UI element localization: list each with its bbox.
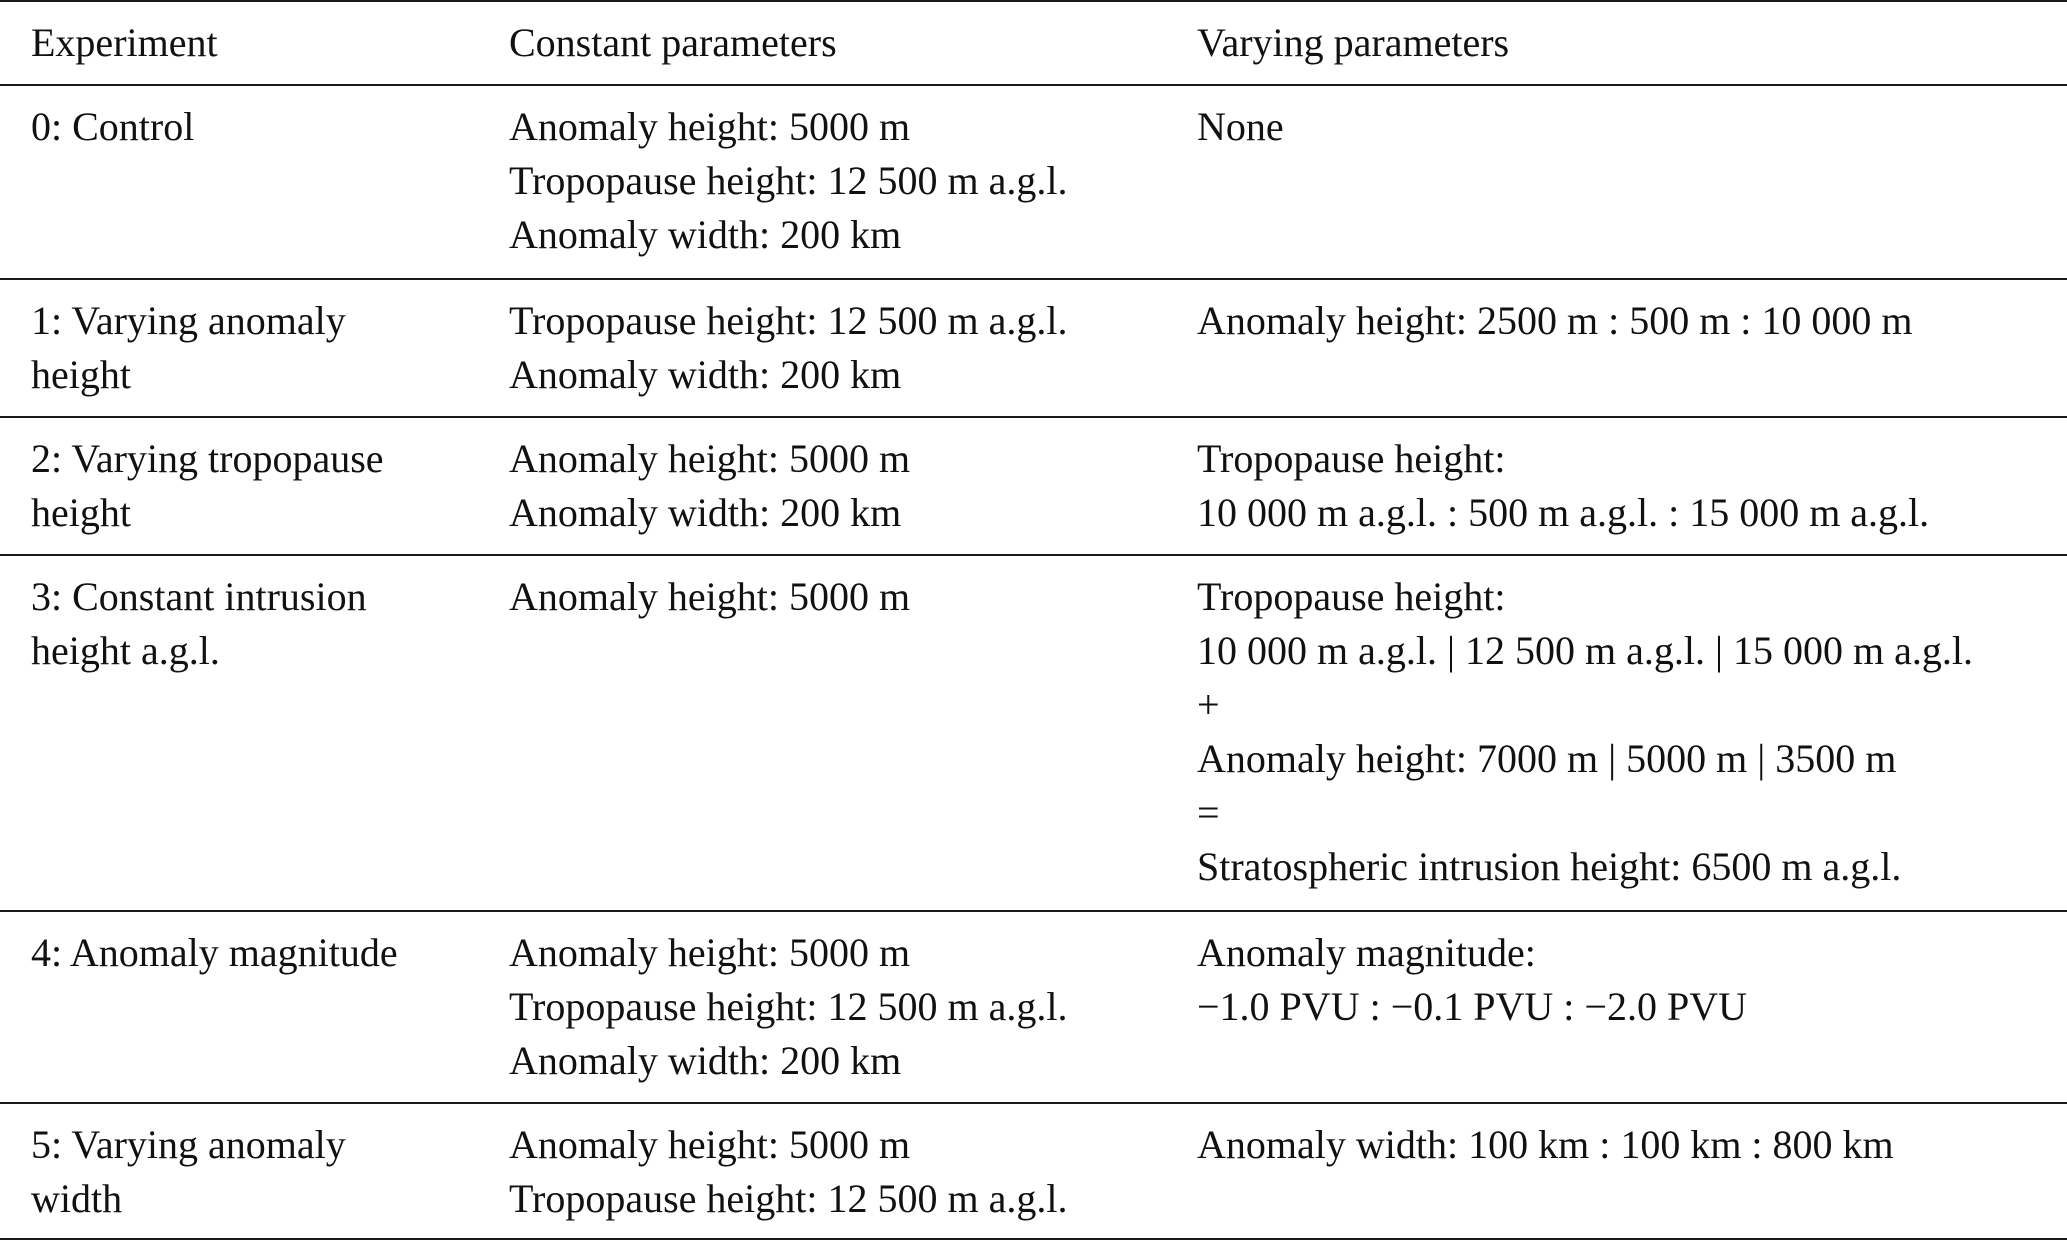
constant-line: Anomaly height: 5000 m — [509, 574, 911, 619]
constant-parameters-cell — [509, 1118, 1068, 1226]
constant-line: Anomaly width: 200 km — [509, 490, 902, 535]
experiment-line: 2: Varying tropopause — [31, 436, 384, 481]
varying-line: Anomaly width: 100 km : 100 km : 800 km — [1197, 1122, 1894, 1167]
constant-parameters-cell — [509, 294, 1068, 402]
table-row — [0, 1104, 2067, 1240]
varying-line: Anomaly magnitude: — [1197, 930, 1536, 975]
varying-parameters-cell — [1197, 294, 1913, 348]
varying-line: −1.0 PVU : −0.1 PVU : −2.0 PVU — [1197, 984, 1747, 1029]
constant-parameters-cell — [509, 432, 910, 540]
experiment-line: 0: Control — [31, 104, 195, 149]
experiment-cell — [31, 294, 471, 402]
table-row — [0, 912, 2067, 1104]
experiment-cell — [31, 432, 471, 540]
experiment-line: 4: Anomaly magnitude — [31, 930, 398, 975]
constant-line: Anomaly width: 200 km — [509, 352, 902, 397]
constant-line: Anomaly height: 5000 m — [509, 436, 911, 481]
experiment-line: 3: Constant intrusion — [31, 574, 367, 619]
varying-parameters-cell — [1197, 100, 1284, 154]
header-experiment: Experiment — [31, 20, 218, 65]
experiment-line: width — [31, 1176, 123, 1221]
experiment-cell — [31, 1118, 471, 1226]
varying-line: Stratospheric intrusion height: 6500 m a.g.l. — [1197, 844, 1902, 889]
experiment-cell — [31, 570, 471, 678]
varying-line: Tropopause height: — [1197, 574, 1506, 619]
varying-line: = — [1197, 790, 1220, 835]
varying-line: Anomaly height: 2500 m : 500 m : 10 000 m — [1197, 298, 1913, 343]
varying-line: + — [1197, 682, 1220, 727]
experiment-line: 1: Varying anomaly — [31, 298, 346, 343]
constant-line: Anomaly width: 200 km — [509, 212, 902, 257]
constant-line: Tropopause height: 12 500 m a.g.l. — [509, 1176, 1068, 1221]
varying-parameters-cell — [1197, 432, 1929, 540]
constant-line: Anomaly height: 5000 m — [509, 104, 911, 149]
header-constant-parameters: Constant parameters — [509, 20, 837, 65]
varying-line: Tropopause height: — [1197, 436, 1506, 481]
varying-line: None — [1197, 104, 1284, 149]
varying-line: 10 000 m a.g.l. | 12 500 m a.g.l. | 15 000 m a.g.l. — [1197, 628, 1973, 673]
experiment-line: height — [31, 490, 131, 535]
experiment-line: height a.g.l. — [31, 628, 220, 673]
varying-line: 10 000 m a.g.l. : 500 m a.g.l. : 15 000 m a.g.l. — [1197, 490, 1930, 535]
table-row — [0, 556, 2067, 912]
table-row — [0, 418, 2067, 556]
varying-parameters-cell — [1197, 570, 1973, 894]
experiment-cell — [31, 926, 471, 980]
constant-parameters-cell — [509, 926, 1068, 1088]
table-header — [0, 0, 2067, 86]
experiment-line: 5: Varying anomaly — [31, 1122, 346, 1167]
experiment-line: height — [31, 352, 131, 397]
table-row — [0, 86, 2067, 280]
experiment-cell — [31, 100, 471, 154]
constant-line: Tropopause height: 12 500 m a.g.l. — [509, 298, 1068, 343]
constant-line: Tropopause height: 12 500 m a.g.l. — [509, 158, 1068, 203]
constant-line: Anomaly width: 200 km — [509, 1038, 902, 1083]
constant-parameters-cell — [509, 100, 1068, 262]
constant-parameters-cell — [509, 570, 910, 624]
varying-parameters-cell — [1197, 1118, 1894, 1172]
constant-line: Anomaly height: 5000 m — [509, 1122, 911, 1167]
varying-line: Anomaly height: 7000 m | 5000 m | 3500 m — [1197, 736, 1897, 781]
table-row — [0, 280, 2067, 418]
header-varying-parameters: Varying parameters — [1197, 20, 1510, 65]
varying-parameters-cell — [1197, 926, 1747, 1034]
constant-line: Anomaly height: 5000 m — [509, 930, 911, 975]
constant-line: Tropopause height: 12 500 m a.g.l. — [509, 984, 1068, 1029]
